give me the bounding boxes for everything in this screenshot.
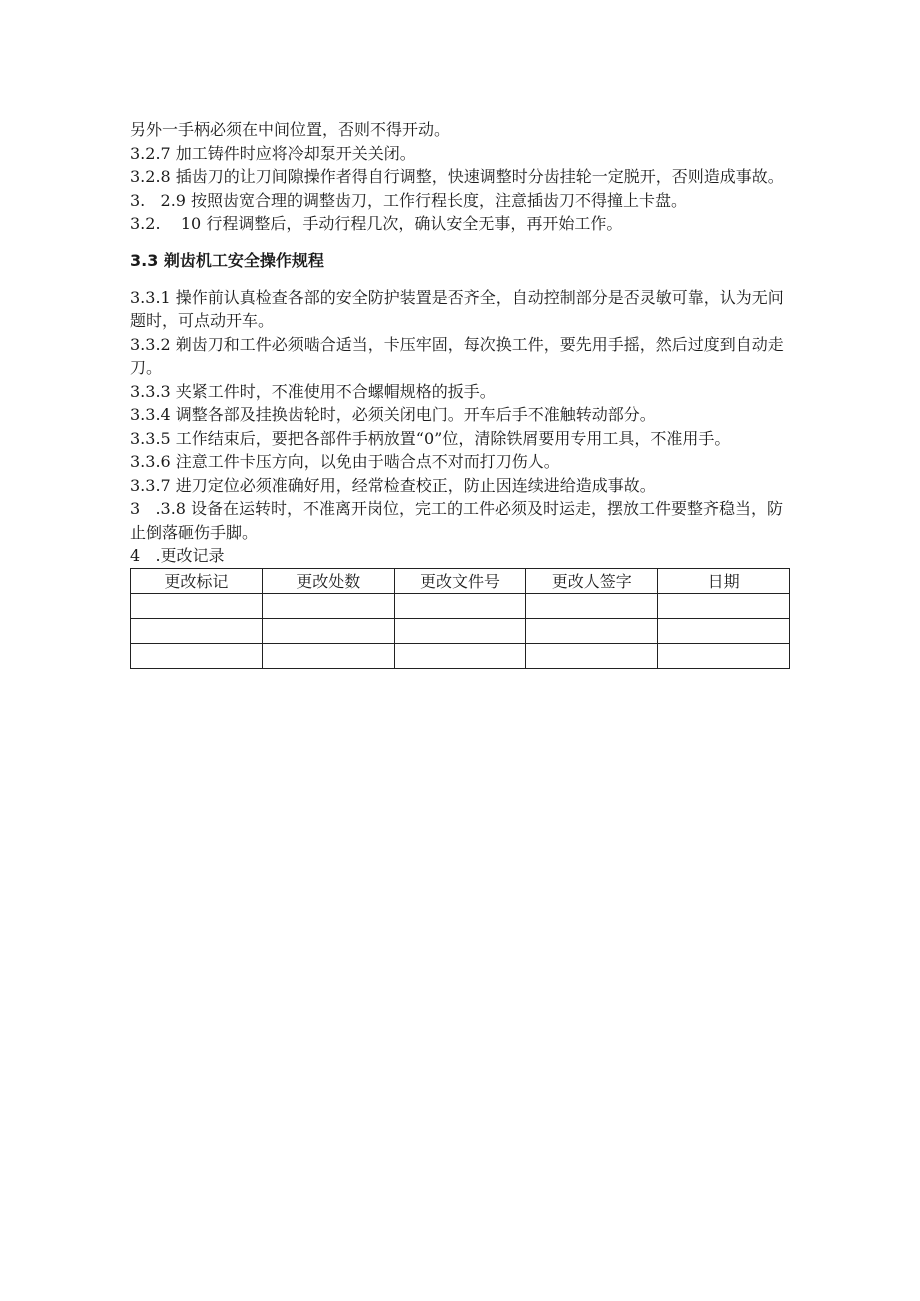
table-cell bbox=[131, 618, 263, 643]
header-change-count: 更改处数 bbox=[262, 568, 394, 593]
records-title: 4 .更改记录 bbox=[130, 546, 225, 565]
table-cell bbox=[658, 618, 790, 643]
table-cell bbox=[131, 643, 263, 668]
section-heading-3-3: 3.3 剃齿机工安全操作规程 bbox=[130, 250, 324, 270]
table-cell bbox=[526, 593, 658, 618]
paragraph-3-3-4: 3.3.4 调整各部及挂换齿轮时，必须关闭电门。开车后手不准触转动部分。 bbox=[130, 405, 656, 424]
paragraph-handle-position: 另外一手柄必须在中间位置，否则不得开动。 bbox=[130, 120, 451, 139]
table-row bbox=[131, 643, 790, 668]
paragraph-3-2-9: 3. 2.9 按照齿宽合理的调整齿刀，工作行程长度，注意插齿刀不得撞上卡盘。 bbox=[130, 190, 688, 210]
table-cell bbox=[262, 618, 394, 643]
header-changer-signature: 更改人签字 bbox=[526, 568, 658, 593]
paragraph-3-3-8: 3 .3.8 设备在运转时，不准离开岗位，完工的工件必须及时运走，摆放工件要整齐稳当，防止倒落砸伤手脚。 bbox=[130, 499, 784, 542]
paragraph-3-3-2: 3.3.2 剃齿刀和工件必须啮合适当，卡压牢固，每次换工件，要先用手摇，然后过度到自动走刀。 bbox=[130, 334, 784, 377]
table-cell bbox=[262, 593, 394, 618]
header-change-file-number: 更改文件号 bbox=[394, 568, 526, 593]
table-row bbox=[131, 618, 790, 643]
paragraph-3-2-8: 3.2.8 插齿刀的让刀间隙操作者得自行调整，快速调整时分齿挂轮一定脱开，否则造成事故。 bbox=[130, 167, 784, 186]
table-row bbox=[131, 593, 790, 618]
table-cell bbox=[262, 643, 394, 668]
paragraph-3-3-5: 3.3.5 工作结束后，要把各部件手柄放置“0”位，清除铁屑要用专用工具，不准用手。 bbox=[130, 428, 731, 448]
table-cell bbox=[526, 618, 658, 643]
paragraph-3-3-6: 3.3.6 注意工件卡压方向，以免由于啮合点不对而打刀伤人。 bbox=[130, 452, 560, 471]
table-cell bbox=[526, 643, 658, 668]
change-records-table bbox=[130, 568, 790, 669]
table-cell bbox=[131, 593, 263, 618]
paragraph-3-2-10: 3.2. 10 行程调整后，手动行程几次，确认安全无事，再开始工作。 bbox=[130, 214, 623, 233]
table-cell bbox=[394, 618, 526, 643]
paragraph-3-3-7: 3.3.7 进刀定位必须准确好用，经常检查校正，防止因连续进给造成事故。 bbox=[130, 475, 656, 495]
table-cell bbox=[658, 593, 790, 618]
document-page bbox=[130, 118, 790, 669]
header-change-mark: 更改标记 bbox=[131, 568, 263, 593]
paragraph-3-3-1: 3.3.1 操作前认真检查各部的安全防护装置是否齐全，自动控制部分是否灵敏可靠，认为无问题时，可点动开车。 bbox=[130, 287, 784, 330]
paragraph-3-3-3: 3.3.3 夹紧工件时，不准使用不合螺帽规格的扳手。 bbox=[130, 381, 496, 401]
table-header-row bbox=[131, 568, 790, 593]
paragraph-3-2-7: 3.2.7 加工铸件时应将冷却泵开关关闭。 bbox=[130, 143, 416, 163]
table-cell bbox=[394, 593, 526, 618]
header-date: 日期 bbox=[658, 568, 790, 593]
table-cell bbox=[394, 643, 526, 668]
table-cell bbox=[658, 643, 790, 668]
